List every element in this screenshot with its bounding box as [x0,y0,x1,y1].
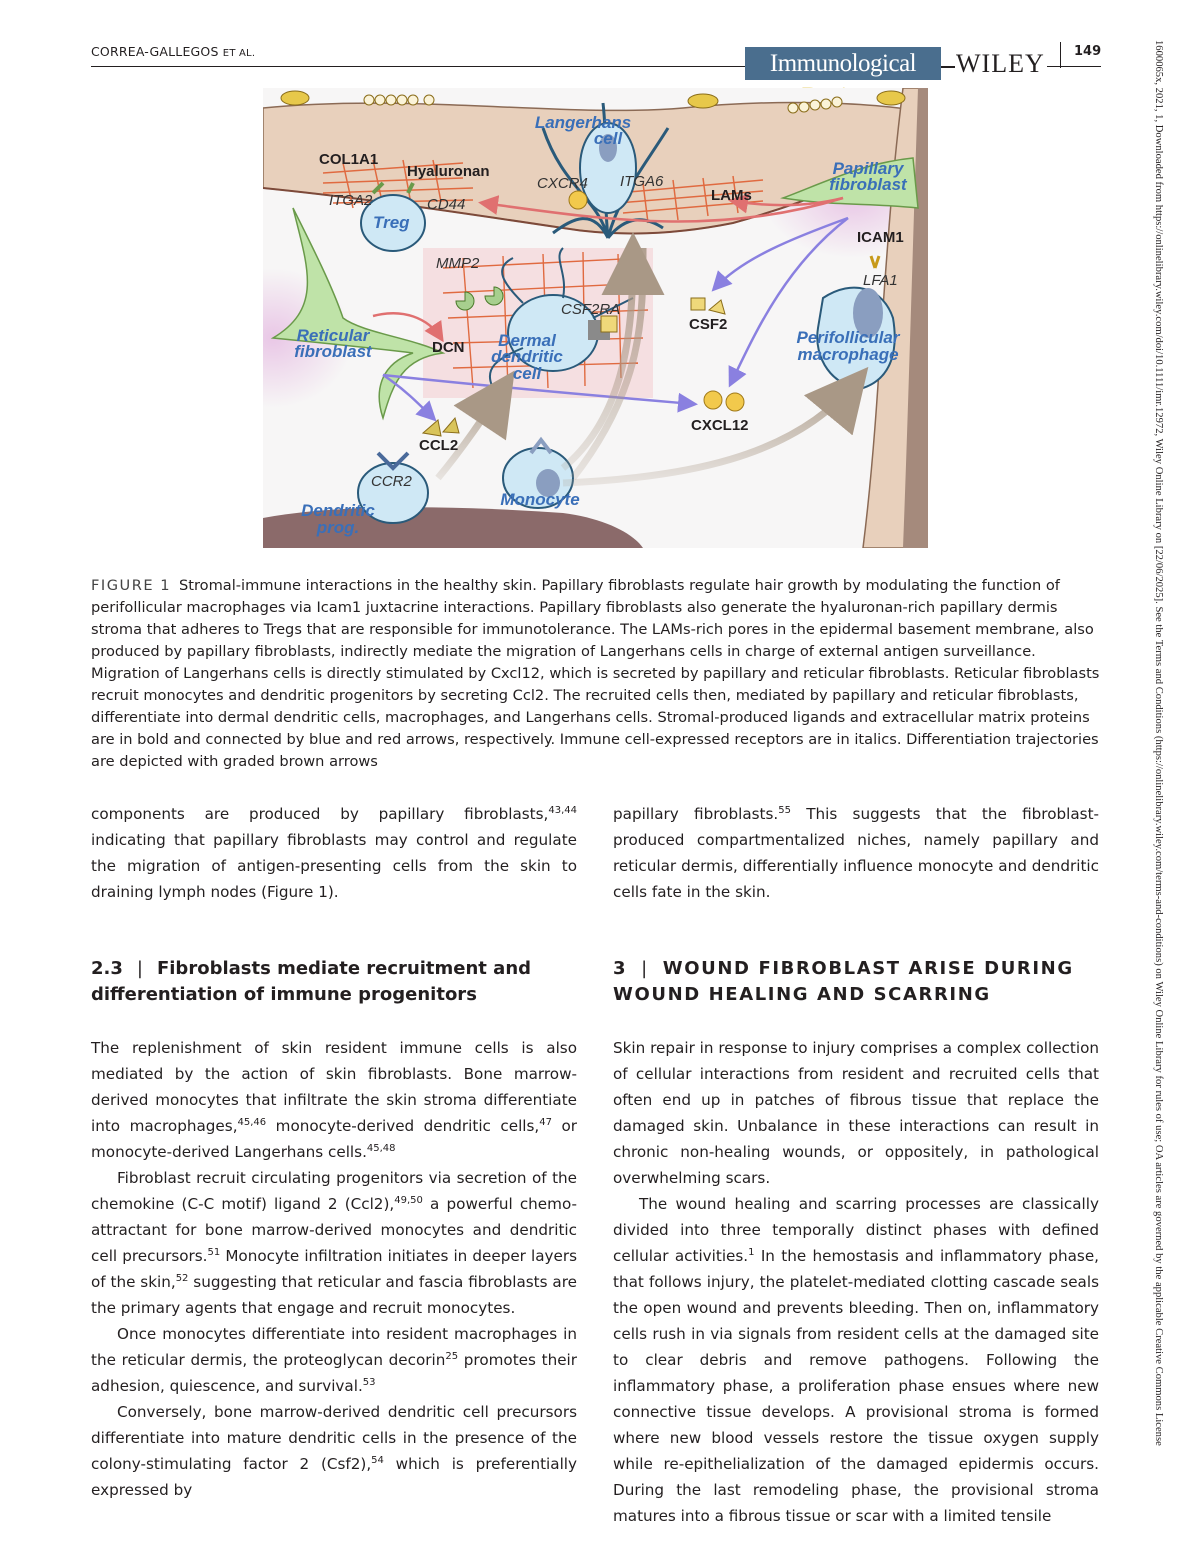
citation: 47 [539,1117,552,1128]
text-run: Monocyte infiltration initiates in deeper layers of the skin, [91,1247,578,1291]
label-reticular-2: fibroblast [294,342,372,361]
section-separator: | [136,958,143,979]
running-head-authors: CORREA-GALLEGOS [91,44,219,59]
right-col-top [613,801,1099,905]
label-col1a1: COL1A1 [319,151,379,168]
section-title: Fibroblasts mediate recruitment and differentiation of immune progenitors [91,958,532,1005]
figure-diagram [263,88,928,548]
citation: 1 [748,1247,755,1258]
text-run: Skin repair in response to injury comprises a complex collection of cellular interactions from resident and recruited cells that often end up in patches of fibrous tissue that replace the damaged skin. Unbalance in these interactions can result in chronic non-healing wounds, or oppositely, in pathological overwhelming scars. [613,1039,1099,1187]
citation: 43,44 [548,805,577,816]
label-dcn: DCN [432,339,465,356]
running-head [91,44,255,59]
text-run: promotes their adhesion, quiescence, and survival. [91,1351,577,1395]
download-notice: 1600065x, 2021, 1, Downloaded from https://onlinelibrary.wiley.com/doi/10.1111/imr.12972, Wiley Online Library on [22/06/2025]. See the Terms and Conditions (https://onlinelibrary.wiley.com/terms-and-conditions) on Wiley Online Library for rules of use; OA articles are governed by the applicable Creative Commons License [1153,40,1164,1446]
page-number-divider [1060,42,1061,68]
label-mmp2: MMP2 [436,255,480,272]
section-title: WOUND FIBROBLAST ARISE DURING WOUND HEALING AND SCARRING [613,958,1074,1005]
paragraph [91,1399,577,1503]
figure-caption [91,575,1101,773]
text-run: Once monocytes differentiate into resident macrophages in the reticular dermis, the proteoglycan decorin [91,1325,577,1369]
banner-dash [941,66,955,68]
label-perifollicular-1: Perifollicular [796,328,900,347]
text-run: which is preferentially expressed by [91,1455,577,1499]
label-papillary-2: fibroblast [829,175,907,194]
header-rule [91,66,751,67]
paragraph [613,801,1099,905]
text-run: monocyte-derived dendritic cells, [266,1117,540,1135]
text-run: a powerful chemo-attractant for bone marrow-derived monocytes and dendritic cell precursors. [91,1195,577,1265]
label-hyaluronan: Hyaluronan [407,163,490,180]
citation: 25 [445,1351,459,1362]
text-run: Conversely, bone marrow-derived dendritic cell precursors differentiate into mature dendritic cells in the presence of the colony-stimulating factor 2 (Csf2), [91,1403,577,1473]
section-number: 2.3 [91,958,123,979]
label-dermal-3: cell [512,364,542,383]
label-csf2: CSF2 [689,316,728,333]
section-number: 3 [613,958,628,979]
label-itga6: ITGA6 [620,173,664,190]
label-itga2: ITGA2 [329,192,373,209]
label-lams: LAMs [711,187,752,204]
label-reticular-1: Reticular [296,326,370,345]
label-dermal-2: dendritic [491,347,563,366]
label-dermal-1: Dermal [498,331,556,350]
label-dendritic-prog-1: Dendritic [301,501,375,520]
page-number: 149 [1074,44,1102,59]
citation: 51 [207,1247,221,1258]
label-papillary-1: Papillary [832,159,904,178]
label-icam1: ICAM1 [857,229,904,246]
paragraph [91,1035,577,1165]
paragraph [91,1165,577,1321]
cxcl12-bound [569,191,587,209]
page-number-rule [1047,66,1101,67]
running-head-etal: ET AL. [222,48,256,59]
section-heading-2-3 [91,956,581,1008]
text-run: The wound healing and scarring processes are classically divided into three temporally distinct phases with defined cellular activities. [613,1195,1099,1265]
paragraph [613,1035,1099,1191]
text-run: papillary fibroblasts. [613,805,779,823]
section-separator: | [641,958,649,979]
journal-name-part1: Immunological [769,50,917,77]
section-heading-3 [613,956,1103,1008]
left-col-body [91,1035,577,1503]
text-run: indicating that papillary fibroblasts may control and regulate the migration of antigen-presenting cells from the skin to draining lymph nodes (Figure 1). [91,831,577,901]
text-run: components are produced by papillary fibroblasts, [91,805,549,823]
citation: 45,46 [237,1117,267,1128]
citation: 55 [778,805,791,816]
figure-label: FIGURE 1 [91,577,171,594]
left-col-top [91,801,577,905]
text-run: This suggests that the fibroblast-produced compartmentalized niches, namely papillary and reticular dermis, differentially influence monocyte and dendritic cells fate in the skin. [613,805,1100,901]
label-ccr2: CCR2 [371,473,412,490]
publisher-logo: WILEY [956,49,1045,78]
label-cxcr4: CXCR4 [537,175,588,192]
label-langerhans-2: cell [593,129,623,148]
label-cd44: CD44 [427,196,466,213]
text-run: In the hemostasis and inflammatory phase, that follows injury, the platelet-mediated clotting cascade seals the open wound and prevents bleeding. Then on, inflammatory cells rush in via signals from resident cells at the damaged site to clear debris and remove pathogens. Following the inflammatory phase, a proliferation phase ensues where new connective tissue develops. A provisional stroma is formed where new blood vessels restore the tissue oxygen supply while re-epithelialization of the damaged epidermis occurs. During the last remodeling phase, the provisional stroma matures into a fibrous tissue or scar with a limited tensile [613,1247,1100,1525]
paragraph [613,1191,1099,1529]
text-run: suggesting that reticular and fascia fibroblasts are the primary agents that engage and recruit monocytes. [91,1273,577,1317]
right-col-body [613,1035,1099,1529]
citation: 49,50 [394,1195,423,1206]
label-ccl2: CCL2 [419,437,459,454]
label-treg: Treg [373,213,410,232]
paragraph [91,1321,577,1399]
label-csf2ra: CSF2RA [561,301,621,318]
text-run: or monocyte-derived Langerhans cells. [91,1117,577,1161]
label-monocyte: Monocyte [500,490,580,509]
label-lfa1: LFA1 [863,272,898,289]
citation: 52 [175,1273,189,1284]
paragraph [91,801,577,905]
text-run: The replenishment of skin resident immune cells is also mediated by the action of skin fibroblasts. Bone marrow-derived monocytes that infiltrate the skin stroma differentiate into macrophages, [91,1039,577,1135]
label-dendritic-prog-2: prog. [316,518,360,537]
citation: 54 [371,1455,384,1466]
label-perifollicular-2: macrophage [797,345,899,364]
journal-logo [745,47,941,80]
label-langerhans-1: Langerhans [534,113,632,132]
label-cxcl12: CXCL12 [691,417,749,434]
figure-1 [263,88,928,548]
caption-text: Stromal-immune interactions in the healthy skin. Papillary fibroblasts regulate hair growth by modulating the function of perifollicular macrophages via Icam1 juxtacrine interactions. Papillary fibroblasts also generate the hyaluronan-rich papillary dermis stroma that adheres to Tregs that are responsible for immunotolerance. The LAMs-rich pores in the epidermal basement membrane, also produced by papillary fibroblasts, indirectly mediate the migration of Langerhans cells in charge of external antigen surveillance. Migration of Langerhans cells is directly stimulated by Cxcl12, which is secreted by papillary and reticular fibroblasts. Reticular fibroblasts recruit monocytes and dendritic progenitors by secreting Ccl2. The recruited cells then, mediated by papillary and reticular fibroblasts, differentiate into dermal dendritic cells, macrophages, and Langerhans cells. Stromal-produced ligands and extracellular matrix proteins are in bold and connected by blue and red arrows, respectively. Immune cell-expressed receptors are in italics. Differentiation trajectories are depicted with graded brown arrows [91,577,1100,770]
text-run: Fibroblast recruit circulating progenitors via secretion of the chemokine (C-C motif) ligand 2 (Ccl2), [91,1169,577,1213]
citation: 53 [362,1377,376,1388]
citation: 45,48 [366,1143,396,1154]
